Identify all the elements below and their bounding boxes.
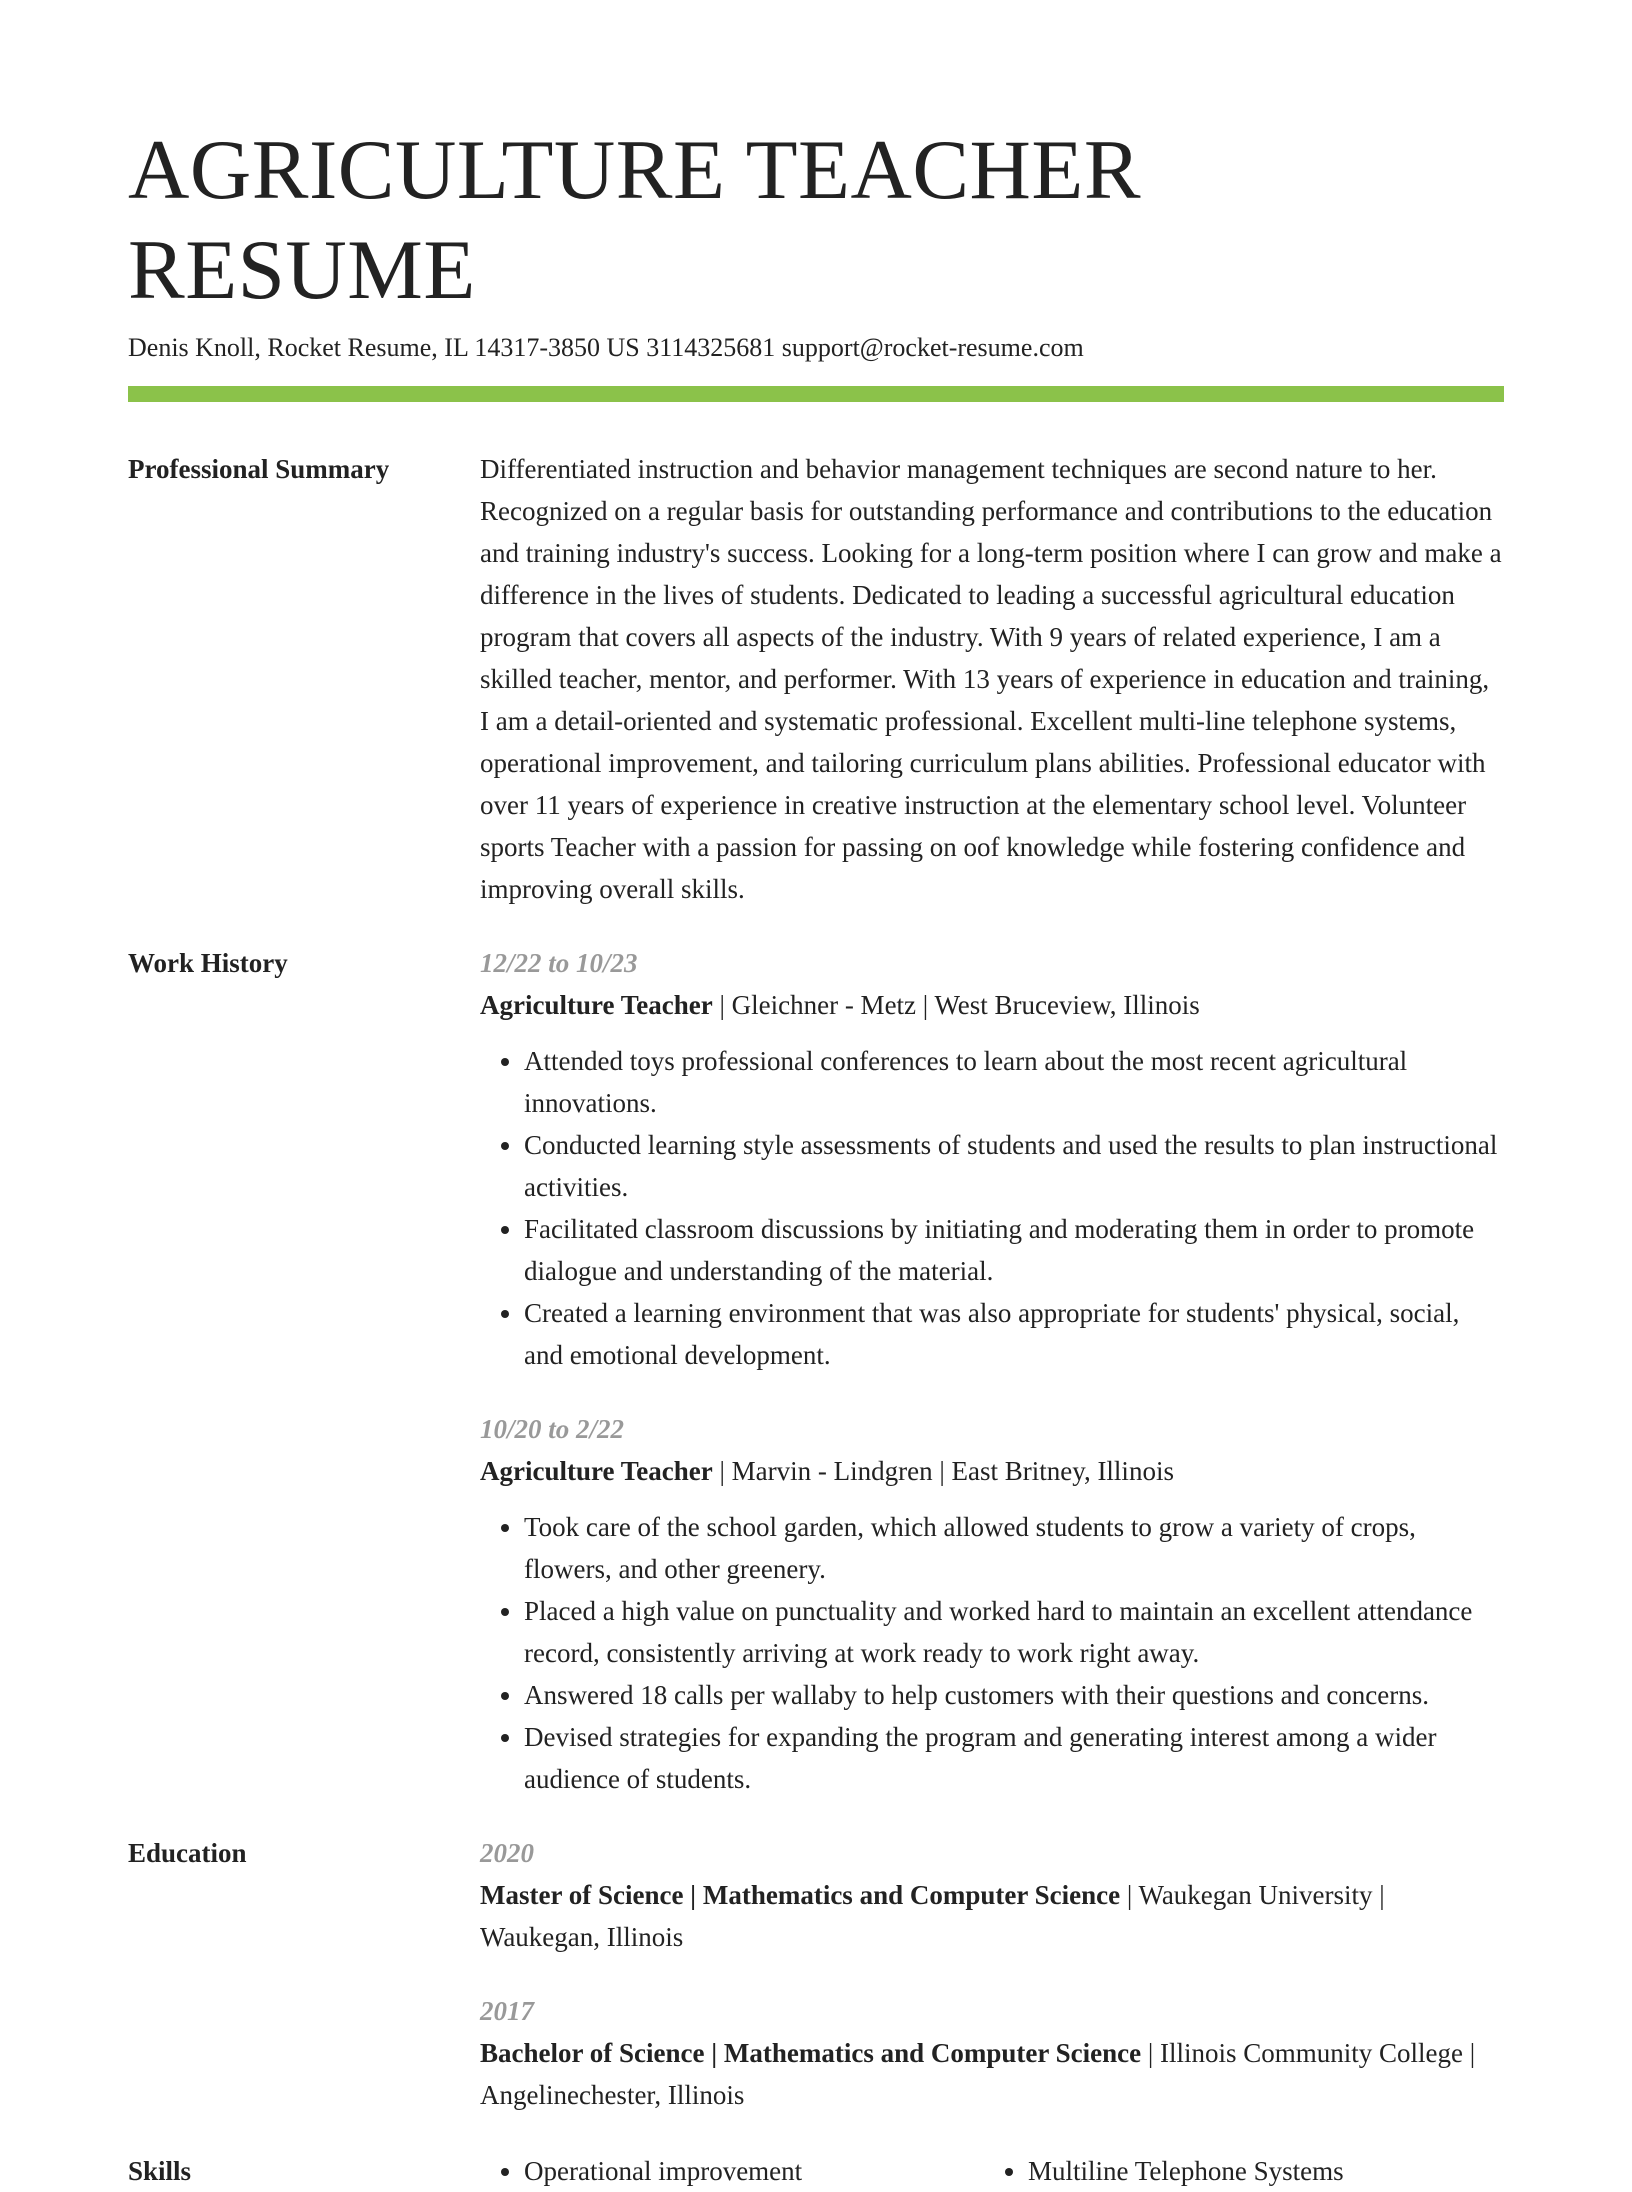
education-section (128, 1832, 1504, 2116)
job-bullet: • Answered 18 calls per wallaby to help customers with their questions and concerns. (524, 1674, 1504, 1716)
job-line (480, 984, 1504, 1026)
job-bullet: • Created a learning environment that was also appropriate for students' physical, social, and emotional development. (524, 1292, 1504, 1376)
work-history-label: Work History (128, 948, 288, 978)
summary-section (128, 448, 1504, 910)
job-title: Agriculture Teacher (480, 1456, 713, 1486)
school-details: | Illinois Community College | Angelinechester, Illinois (480, 2038, 1476, 2110)
education-line (480, 1874, 1504, 1958)
school-details: | Waukegan University | Waukegan, Illinois (480, 1880, 1385, 1952)
education-entry (480, 1990, 1504, 2116)
education-year: 2020 (480, 1838, 534, 1868)
job-entry (480, 942, 1504, 1376)
accent-divider (128, 386, 1504, 402)
job-bullets (480, 1040, 1504, 1376)
education-label: Education (128, 1838, 247, 1868)
skill-item: • Multiline Telephone Systems (1028, 2150, 1488, 2192)
skills-column (480, 2150, 984, 2192)
degree-name: Bachelor of Science | Mathematics and Computer Science (480, 2038, 1142, 2068)
job-details: | Gleichner - Metz | West Bruceview, Illinois (712, 990, 1200, 1020)
skills-label: Skills (128, 2156, 192, 2186)
job-bullet: • Placed a high value on punctuality and worked hard to maintain an excellent attendance record, consistently arriving at work ready to work right away. (524, 1590, 1504, 1674)
work-history-body (480, 942, 1504, 1800)
skill-item: • Operational improvement (524, 2150, 984, 2192)
skills-body (480, 2150, 1504, 2192)
summary-text: Differentiated instruction and behavior management techniques are second nature to her. Recognized on a regular basis for outstanding performance and contributions to the education and training industry's success. Looking for a long-term position where I can grow and make a difference in the lives of students. Dedicated to leading a successful agricultural education program that covers all aspects of the industry. With 9 years of related experience, I am a skilled teacher, mentor, and performer. With 13 years of experience in education and training, I am a detail-oriented and systematic professional. Excellent multi-line telephone systems, operational improvement, and tailoring curriculum plans abilities. Professional educator with over 11 years of experience in creative instruction at the elementary school level. Volunteer sports Teacher with a passion for passing on oof knowledge while fostering confidence and improving overall skills. (480, 454, 1502, 904)
job-bullet: • Conducted learning style assessments of students and used the results to plan instructional activities. (524, 1124, 1504, 1208)
job-bullets (480, 1506, 1504, 1800)
job-line (480, 1450, 1504, 1492)
job-entry (480, 1408, 1504, 1800)
education-entry (480, 1832, 1504, 1958)
job-bullet: • Devised strategies for expanding the program and generating interest among a wider audience of students. (524, 1716, 1504, 1800)
education-line (480, 2032, 1504, 2116)
education-year: 2017 (480, 1996, 534, 2026)
skills-section (128, 2150, 1504, 2192)
job-dates: 10/20 to 2/22 (480, 1414, 625, 1444)
summary-label: Professional Summary (128, 454, 390, 484)
job-bullet: • Took care of the school garden, which allowed students to grow a variety of crops, flowers, and other greenery. (524, 1506, 1504, 1590)
job-bullet: • Attended toys professional conferences to learn about the most recent agricultural innovations. (524, 1040, 1504, 1124)
skills-column (984, 2150, 1488, 2192)
resume-page (128, 120, 1504, 2192)
education-body (480, 1832, 1504, 2116)
job-title: Agriculture Teacher (480, 990, 713, 1020)
job-dates: 12/22 to 10/23 (480, 948, 638, 978)
job-bullet: • Facilitated classroom discussions by initiating and moderating them in order to promote dialogue and understanding of the material. (524, 1208, 1504, 1292)
work-history-section (128, 942, 1504, 1800)
contact-line: Denis Knoll, Rocket Resume, IL 14317-3850 US 3114325681 support@rocket-resume.com (128, 333, 1084, 362)
job-details: | Marvin - Lindgren | East Britney, Illinois (712, 1456, 1174, 1486)
degree-name: Master of Science | Mathematics and Computer Science (480, 1880, 1121, 1910)
resume-title: AGRICULTURE TEACHER RESUME (128, 123, 1142, 317)
skills-columns (480, 2150, 1504, 2192)
